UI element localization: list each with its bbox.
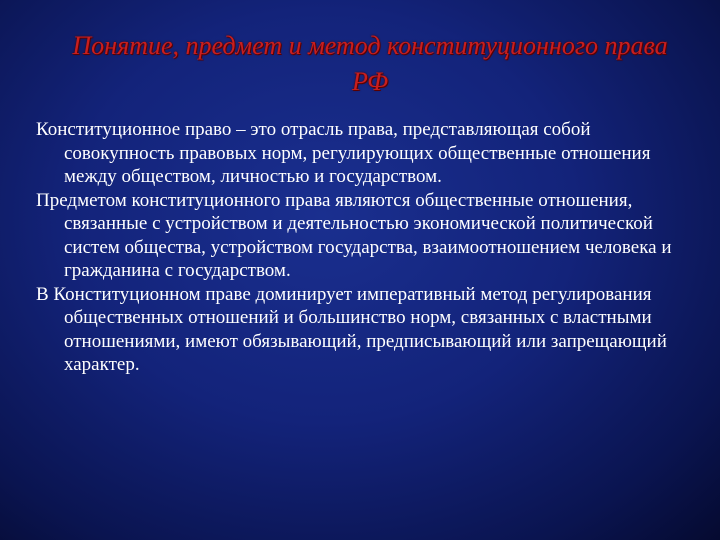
paragraph-method: В Конституционном праве доминирует императивный метод регулирования общественных отношений и большинство норм, связанных с властными отношениями, имеют обязывающий, предписывающий или запрещающий характер. [36,283,667,375]
paragraph-definition: Конституционное право – это отрасль права, представляющая собой совокупность правовых норм, регулирующих общественные отношения между обществом, личностью и государством. [36,119,651,187]
slide-body [36,118,686,377]
paragraph-subject: Предметом конституционного права являются общественные отношения, связанные с устройством и деятельностью экономической политической систем общества, устройством государства, взаимоотношением человека и гражданина с государством. [36,189,672,281]
slide-title: Понятие, предмет и метод конституционного права РФ [72,31,668,96]
